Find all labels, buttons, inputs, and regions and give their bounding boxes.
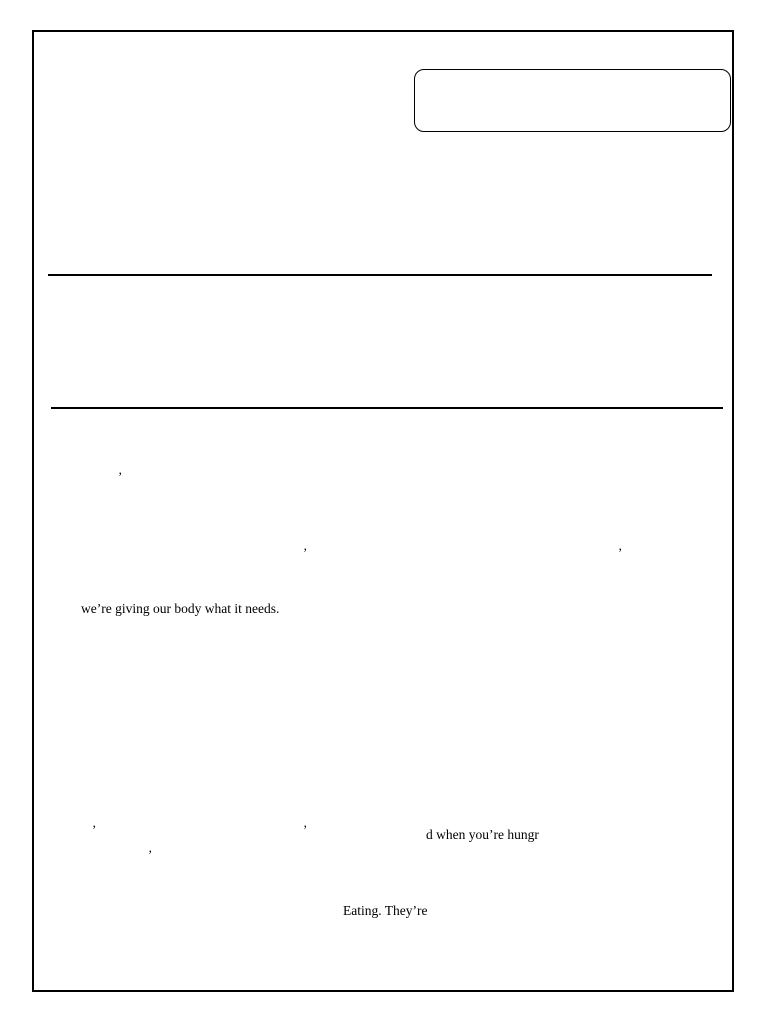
apostrophe-mark: ’ [618, 545, 623, 560]
apostrophe-mark: ’ [303, 822, 308, 837]
divider-line-bottom [51, 407, 723, 409]
apostrophe-mark: ’ [118, 469, 123, 484]
body-text-line: we’re giving our body what it needs. [81, 601, 280, 616]
body-text-line: d when you’re hungr [426, 827, 539, 842]
header-box [414, 69, 731, 132]
body-text-line: Eating. They’re [343, 903, 428, 918]
page-frame [32, 30, 734, 992]
apostrophe-mark: ’ [92, 822, 97, 837]
apostrophe-mark: ’ [303, 545, 308, 560]
apostrophe-mark: ’ [148, 847, 153, 862]
divider-line-top [48, 274, 712, 276]
